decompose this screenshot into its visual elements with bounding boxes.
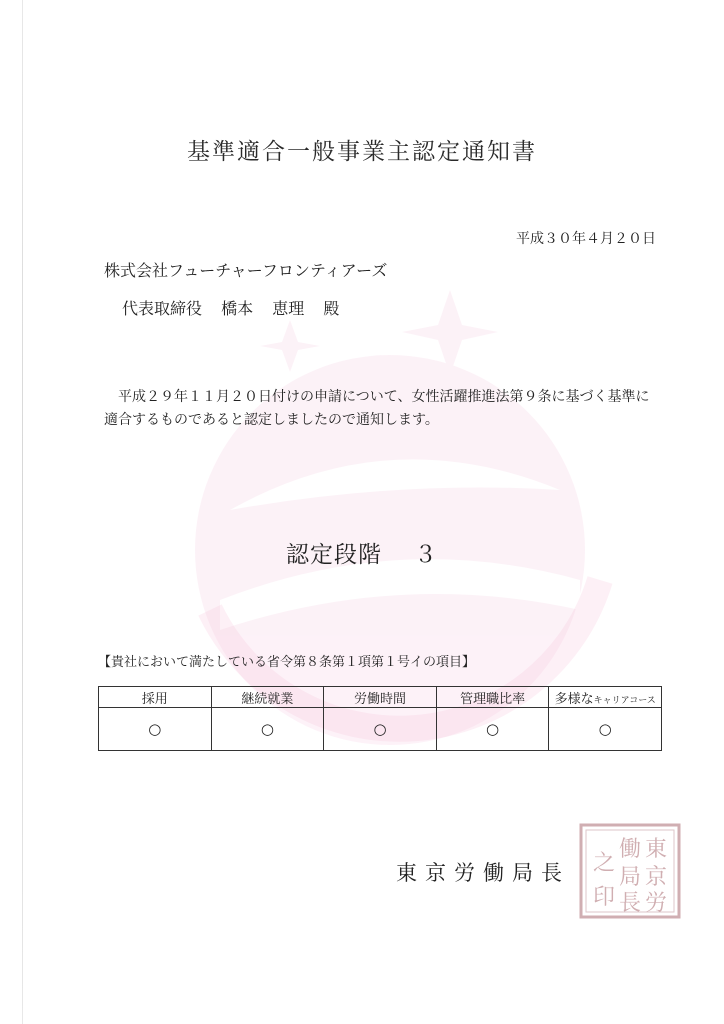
criteria-header-working-hours: 労働時間 (324, 687, 437, 708)
recipient-surname: 橋本 (221, 299, 254, 318)
recipient-company: 株式会社フューチャーフロンティアーズ (104, 261, 388, 280)
criteria-table (98, 686, 662, 751)
official-seal-stamp (578, 822, 682, 920)
svg-text:京: 京 (644, 865, 668, 890)
svg-text:印: 印 (592, 885, 616, 910)
svg-text:之: 之 (592, 851, 616, 876)
recipient-role: 代表取締役 (122, 299, 203, 318)
certification-level (0, 536, 724, 569)
svg-text:働: 働 (618, 837, 642, 862)
notification-body: 平成２９年１１月２０日付けの申請について、女性活躍推進法第９条に基づく基準に適合するものであると認定しましたので通知します。 (104, 389, 650, 428)
criteria-mark: ○ (436, 708, 549, 751)
recipient-representative (122, 296, 353, 319)
document-title: 基準適合一般事業主認定通知書 (187, 139, 537, 165)
criteria-header-diverse-career (549, 687, 662, 708)
criteria-mark: ○ (549, 708, 662, 751)
criteria-header-recruitment: 採用 (99, 687, 212, 708)
recipient-honorific: 殿 (323, 299, 340, 318)
recipient-given-name: 恵理 (272, 299, 305, 318)
svg-text:労: 労 (644, 891, 668, 916)
criteria-caption: 【貴社において満たしている省令第８条第１項第１号イの項目】 (98, 655, 476, 670)
svg-text:局: 局 (618, 865, 642, 890)
svg-text:長: 長 (618, 891, 642, 916)
criteria-mark: ○ (324, 708, 437, 751)
issuer-name: 東京労働局長 (396, 861, 570, 885)
criteria-mark: ○ (99, 708, 212, 751)
criteria-header-row (99, 687, 662, 708)
svg-text:東: 東 (644, 837, 668, 862)
criteria-header-manager-ratio: 管理職比率 (436, 687, 549, 708)
criteria-header-continued-employment: 継続就業 (211, 687, 324, 708)
criteria-header-diverse-career-main: 多様な (554, 691, 594, 707)
criteria-header-diverse-career-small: キャリアコース (593, 695, 656, 706)
certification-level-value: ３ (414, 542, 438, 568)
criteria-marks-row (99, 708, 662, 751)
issue-date: 平成３０年４月２０日 (516, 231, 656, 247)
certification-level-label: 認定段階 (286, 542, 382, 568)
criteria-mark: ○ (211, 708, 324, 751)
